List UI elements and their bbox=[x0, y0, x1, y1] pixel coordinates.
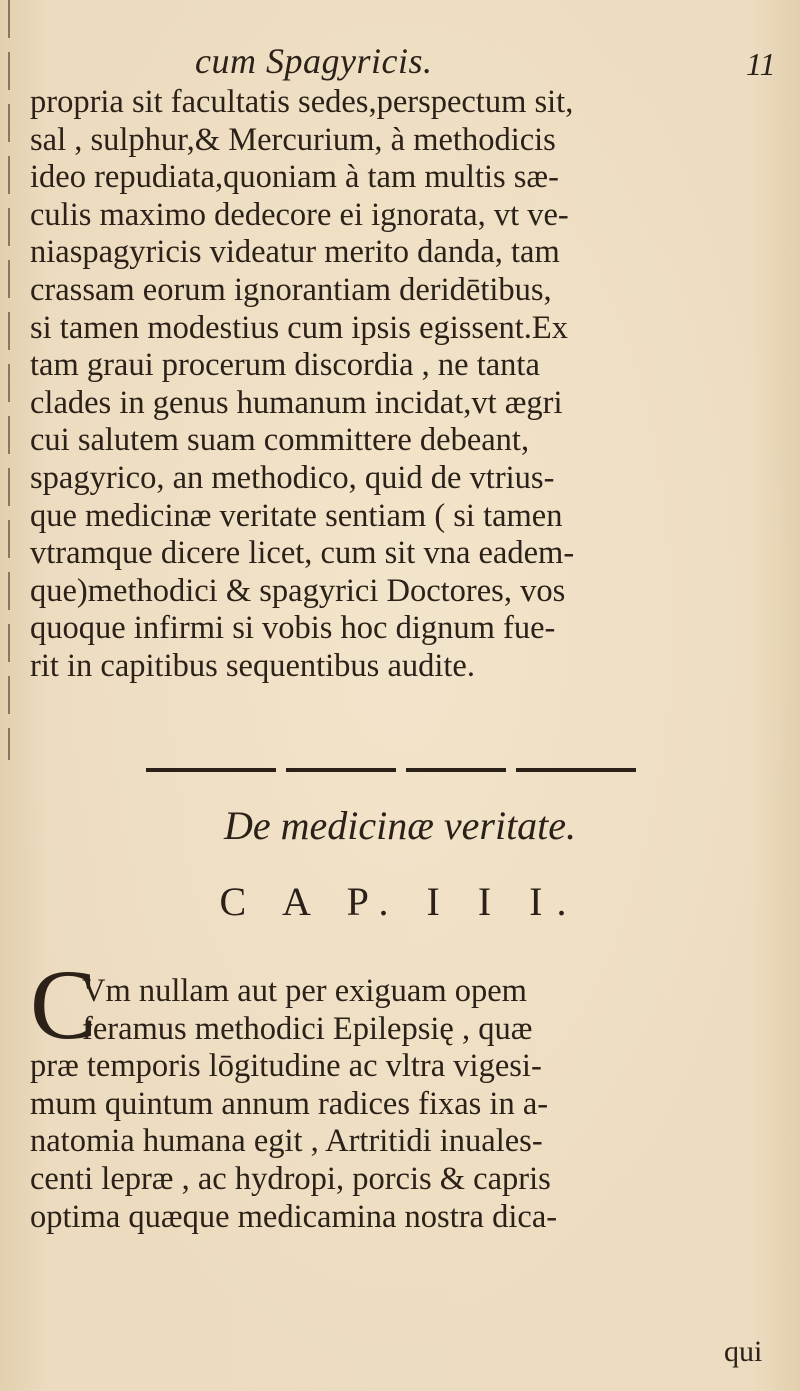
rule-segment bbox=[516, 768, 636, 772]
text-line: sal , sulphur,& Mercurium, à methodicis bbox=[30, 121, 556, 158]
rule-segment bbox=[406, 768, 506, 772]
chapter-heading: C A P. I I I. bbox=[219, 879, 581, 924]
rule-segment bbox=[286, 768, 396, 772]
text-line: que)methodici & spagyrici Doctores, vos bbox=[30, 572, 566, 609]
text-line: tam graui procerum discordia , ne tanta bbox=[30, 347, 540, 384]
text-line: vtramque dicere licet, cum sit vna eadem- bbox=[30, 535, 575, 572]
ornamental-rule bbox=[146, 768, 636, 772]
running-head: cum Spagyricis. bbox=[195, 41, 433, 81]
drop-cap: C bbox=[30, 949, 97, 1060]
text-line: natomia humana egit , Artritidi inuales- bbox=[30, 1123, 543, 1160]
text-line: mum quintum annum radices fixas in a- bbox=[30, 1085, 549, 1122]
section-title: De medicinæ veritate. bbox=[223, 803, 577, 848]
text-line: que medicinæ veritate sentiam ( si tamen bbox=[30, 497, 563, 534]
page-number: 11 bbox=[746, 46, 776, 82]
text-line: rit in capitibus sequentibus audite. bbox=[30, 647, 475, 684]
catchword: qui bbox=[724, 1335, 763, 1368]
text-block-top bbox=[30, 84, 770, 686]
text-line: spagyrico, an methodico, quid de vtrius- bbox=[30, 459, 555, 496]
text-line: propria sit facultatis sedes,perspectum sit, bbox=[30, 84, 574, 120]
text-line: crassam eorum ignorantiam deridētibus, bbox=[30, 271, 552, 308]
text-line: optima quæque medicamina nostra dica- bbox=[30, 1198, 558, 1235]
text-block-bottom bbox=[30, 973, 770, 1236]
text-line: Vm nullam aut per exiguam opem bbox=[82, 973, 527, 1009]
text-line: culis maximo dedecore ei ignorata, vt ve- bbox=[30, 196, 569, 233]
text-line: feramus methodici Epilepsię , quæ bbox=[82, 1010, 533, 1047]
text-line: quoque infirmi si vobis hoc dignum fue- bbox=[30, 610, 556, 647]
text-line: si tamen modestius cum ipsis egissent.Ex bbox=[30, 309, 569, 346]
gutter-shadow bbox=[8, 0, 10, 760]
text-line: centi lepræ , ac hydropi, porcis & capris bbox=[30, 1160, 551, 1197]
text-line: ideo repudiata,quoniam à tam multis sæ- bbox=[30, 159, 559, 196]
text-line: niaspagyricis videatur merito danda, tam bbox=[30, 234, 560, 271]
rule-segment bbox=[146, 768, 276, 772]
text-line: præ temporis lōgitudine ac vltra vigesi- bbox=[30, 1048, 542, 1085]
text-line: cui salutem suam committere debeant, bbox=[30, 422, 530, 459]
text-line: clades in genus humanum incidat,vt ægri bbox=[30, 384, 563, 421]
